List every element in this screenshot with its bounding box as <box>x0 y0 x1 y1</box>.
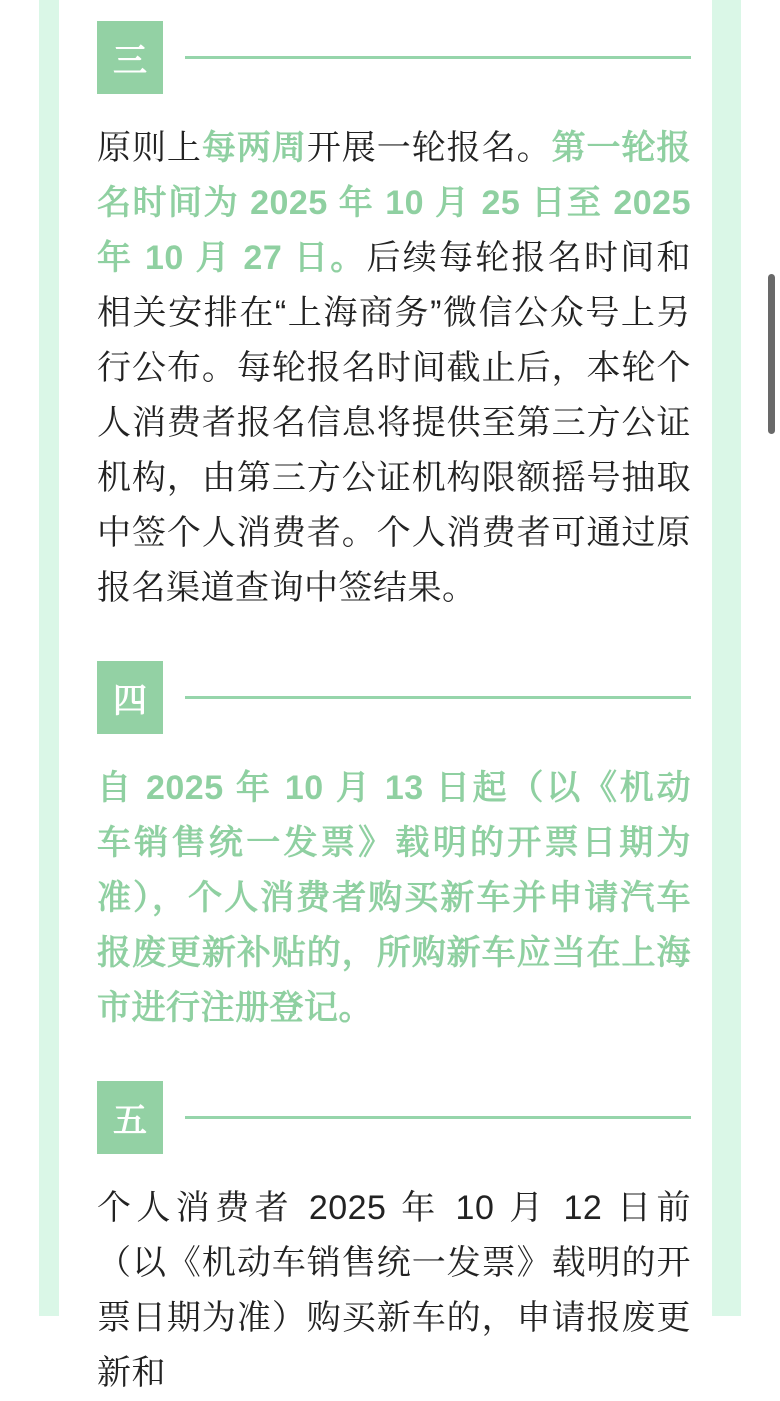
section-header <box>97 661 691 734</box>
article-section <box>97 1081 691 1401</box>
text-segment: 后续每轮报名时间和相关安排在“上海商务”微信公众号上另行公布。每轮报名时间截止后，本轮个人消费者报名信息将提供至第三方公证机构，由第三方公证机构限额摇号抽取中签个人消费者。个人消费者可通过原报名渠道查询中签结果。 <box>97 239 692 607</box>
scrollbar-thumb[interactable] <box>768 274 775 434</box>
text-segment: 原则上 <box>97 129 202 167</box>
section-paragraph <box>97 761 691 1036</box>
section-paragraph <box>97 121 691 616</box>
section-paragraph <box>97 1181 691 1401</box>
section-header <box>97 21 691 94</box>
background-strip-left <box>39 0 59 1316</box>
section-number-badge: 四 <box>97 661 163 734</box>
section-header <box>97 1081 691 1154</box>
article-section <box>97 21 691 616</box>
section-number-badge: 三 <box>97 21 163 94</box>
section-divider-line <box>185 1116 691 1119</box>
text-segment: 第一轮报名时间为 2025 年 10 月 25 日至 2025 年 10 月 27 日。 <box>97 129 691 277</box>
article-section <box>97 661 691 1036</box>
background-strip-right <box>712 0 741 1316</box>
article-content <box>97 21 691 1401</box>
text-segment: 每两周 <box>201 129 307 167</box>
section-divider-line <box>185 696 691 699</box>
section-divider-line <box>185 56 691 59</box>
text-segment: 个人消费者 2025 年 10 月 12 日前（以《机动车销售统一发票》载明的开票日期为准）购买新车的，申请报废更新和 <box>97 1189 691 1392</box>
section-number-badge: 五 <box>97 1081 163 1154</box>
text-segment: 开展一轮报名。 <box>306 129 552 167</box>
text-segment: 自 2025 年 10 月 13 日起（以《机动车销售统一发票》载明的开票日期为准），个人消费者购买新车并申请汽车报废更新补贴的，所购新车应当在上海市进行注册登记。 <box>97 769 691 1027</box>
